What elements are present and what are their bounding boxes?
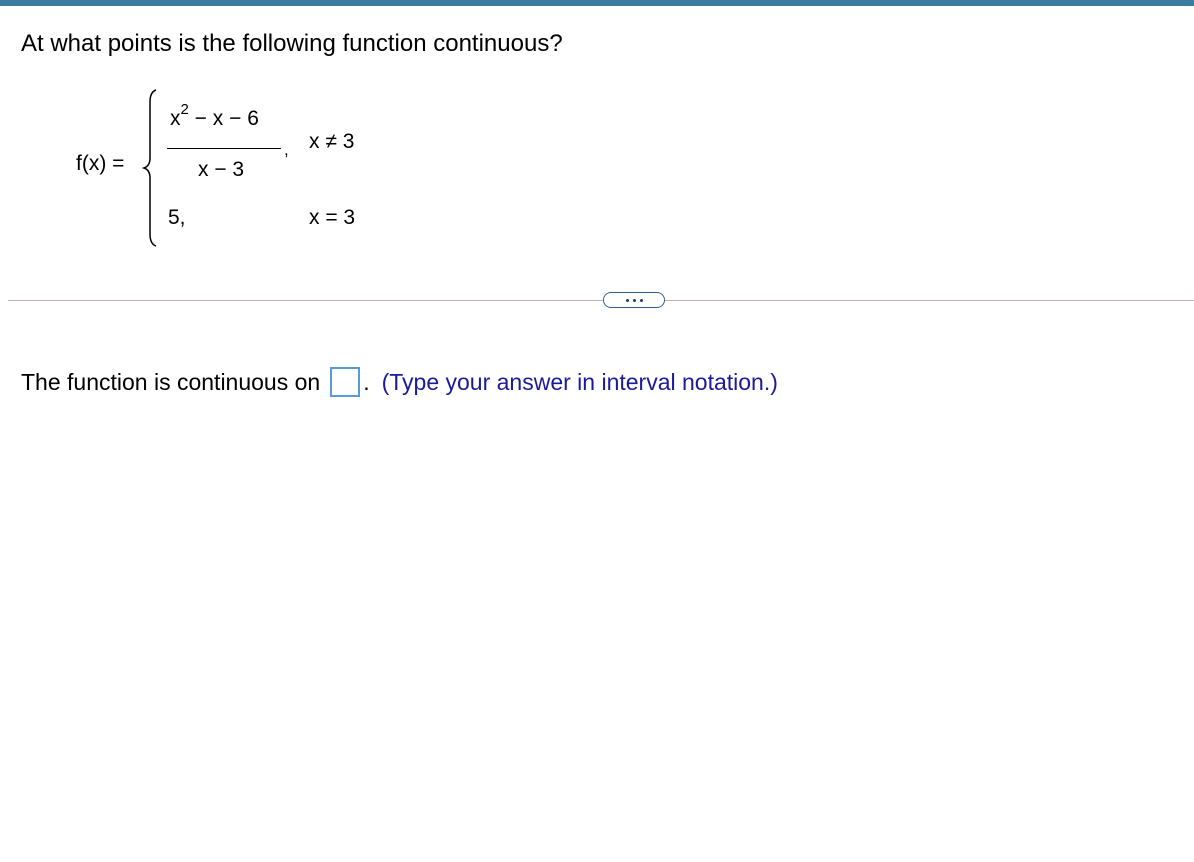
answer-period: .: [363, 368, 370, 395]
fraction-bar: [167, 148, 281, 149]
section-divider: [8, 300, 1194, 301]
case1-comma: ,: [284, 140, 289, 159]
ellipsis-icon: [626, 299, 629, 302]
case2-condition: x = 3: [309, 206, 356, 229]
answer-input[interactable]: [330, 367, 360, 397]
ellipsis-icon: [633, 299, 636, 302]
answer-row: [21, 367, 778, 397]
case2-value: 5,: [168, 206, 186, 229]
denominator: x − 3: [198, 158, 245, 181]
function-label: f(x) =: [76, 152, 125, 175]
answer-hint: (Type your answer in interval notation.): [381, 368, 778, 395]
top-accent-bar: [0, 0, 1194, 6]
ellipsis-icon: [640, 299, 643, 302]
answer-prefix: The function is continuous on: [21, 368, 321, 395]
question-text: At what points is the following function continuous?: [21, 30, 563, 57]
numerator: [170, 101, 259, 131]
show-more-button[interactable]: [603, 292, 665, 308]
numerator-rest: − x − 6: [188, 107, 259, 130]
case1-condition: x ≠ 3: [309, 130, 355, 153]
numerator-base: x: [170, 107, 181, 130]
numerator-exponent: 2: [180, 101, 189, 118]
left-brace: [140, 88, 160, 248]
